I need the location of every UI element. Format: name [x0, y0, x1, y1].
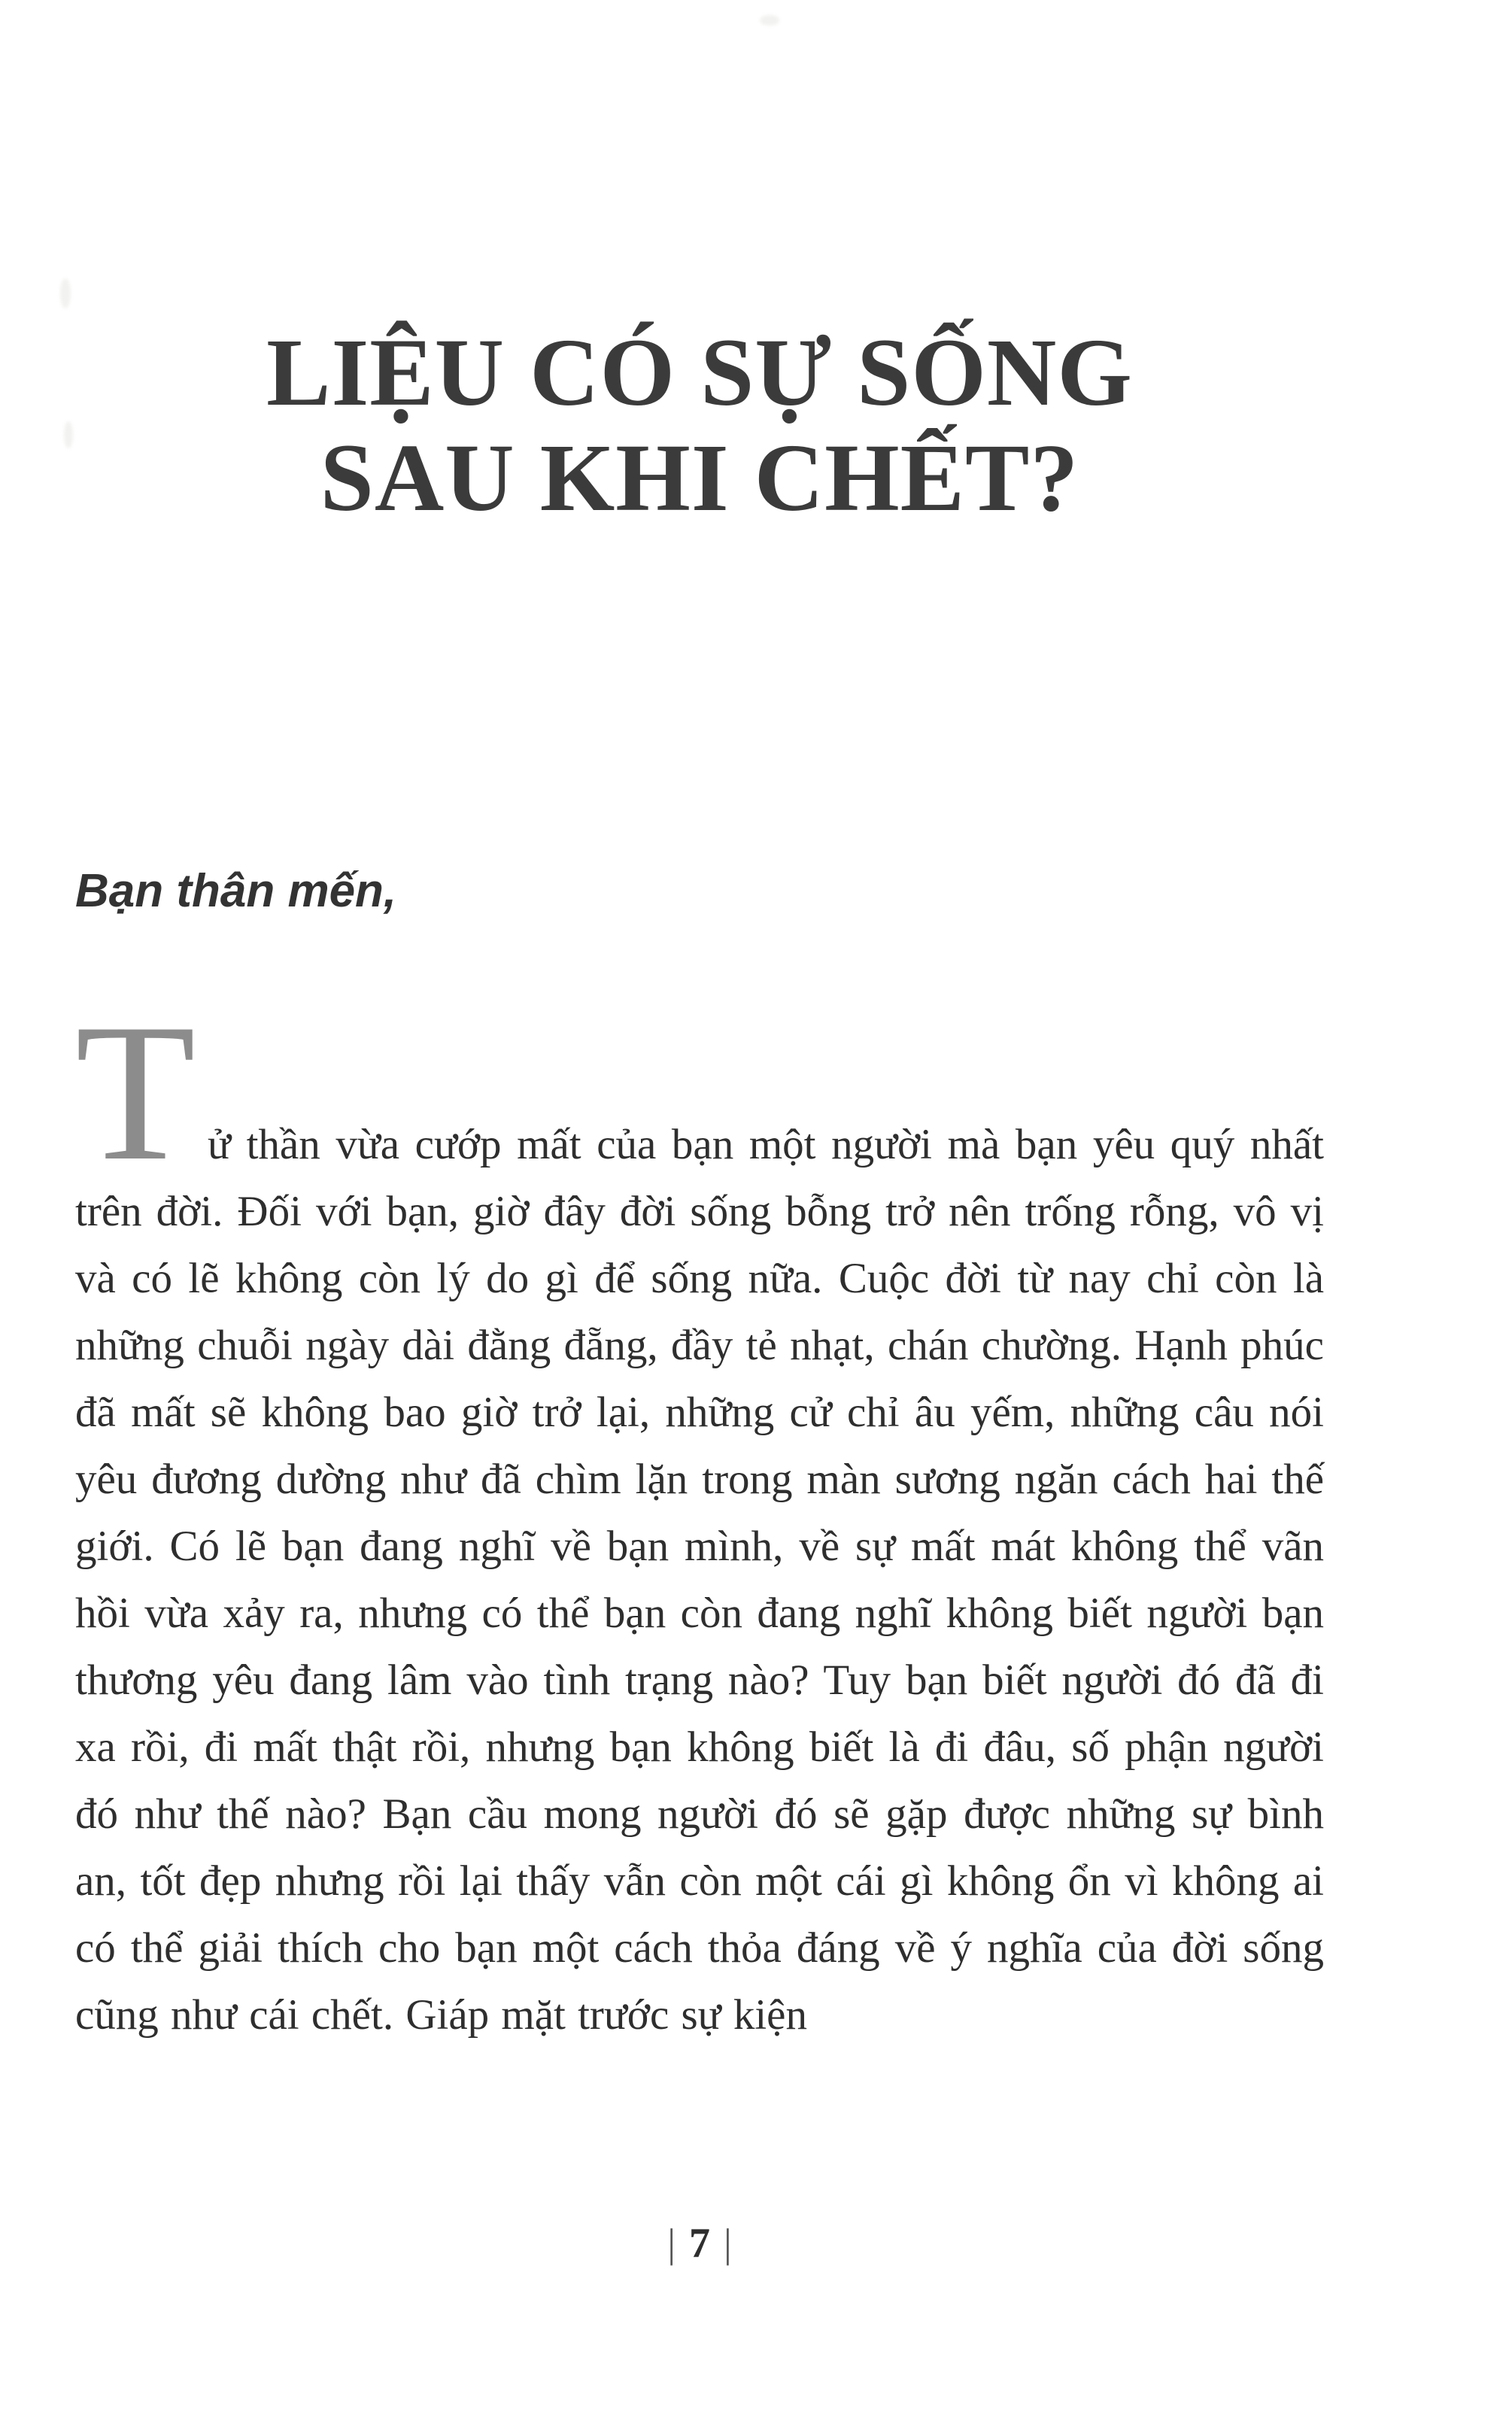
chapter-title-line2: SAU KHI CHẾT? [320, 424, 1079, 531]
page-footer [75, 2219, 1324, 2267]
scan-smudge [60, 278, 71, 308]
footer-bar-right: | [724, 2221, 732, 2266]
chapter-title [75, 0, 1324, 530]
body-paragraph [75, 983, 1324, 2048]
scan-smudge [64, 421, 73, 448]
page-content [75, 0, 1324, 2048]
salutation: Bạn thân mến, [75, 865, 397, 917]
paragraph-text: ử thần vừa cướp mất của bạn một người mà bạn yêu quý nhất trên đời. Đối với bạn, giờ đây đời sống bỗng trở nên trống rỗng, vô vị và có lẽ không còn lý do gì để sống nữa. Cuộc đời từ nay chỉ còn là những chuỗi ngày dài đằng đẵng, đầy tẻ nhạt, chán chường. Hạnh phúc đã mất sẽ không bao giờ trở lại, những cử chỉ âu yếm, những câu nói yêu đương dường như đã chìm lặn trong màn sương ngăn cách hai thế giới. Có lẽ bạn đang nghĩ về bạn mình, về sự mất mát không thể vãn hồi vừa xảy ra, nhưng có thể bạn còn đang nghĩ không biết người bạn thương yêu đang lâm vào tình trạng nào? Tuy bạn biết người đó đã đi xa rồi, đi mất thật rồi, nhưng bạn không biết là đi đâu, số phận người đó như thế nào? Bạn cầu mong người đó sẽ gặp được những sự bình an, tốt đẹp nhưng rồi lại thấy vẫn còn một cái gì không ổn vì không ai có thể giải thích cho bạn một cách thỏa đáng về ý nghĩa của đời sống cũng như cái chết. Giáp mặt trước sự kiện [75, 1121, 1324, 2039]
dropcap-letter: T [75, 983, 196, 1201]
footer-bar-left: | [667, 2221, 676, 2266]
page-number: 7 [689, 2220, 710, 2267]
chapter-title-line1: LIỆU CÓ SỰ SỐNG [266, 319, 1133, 426]
